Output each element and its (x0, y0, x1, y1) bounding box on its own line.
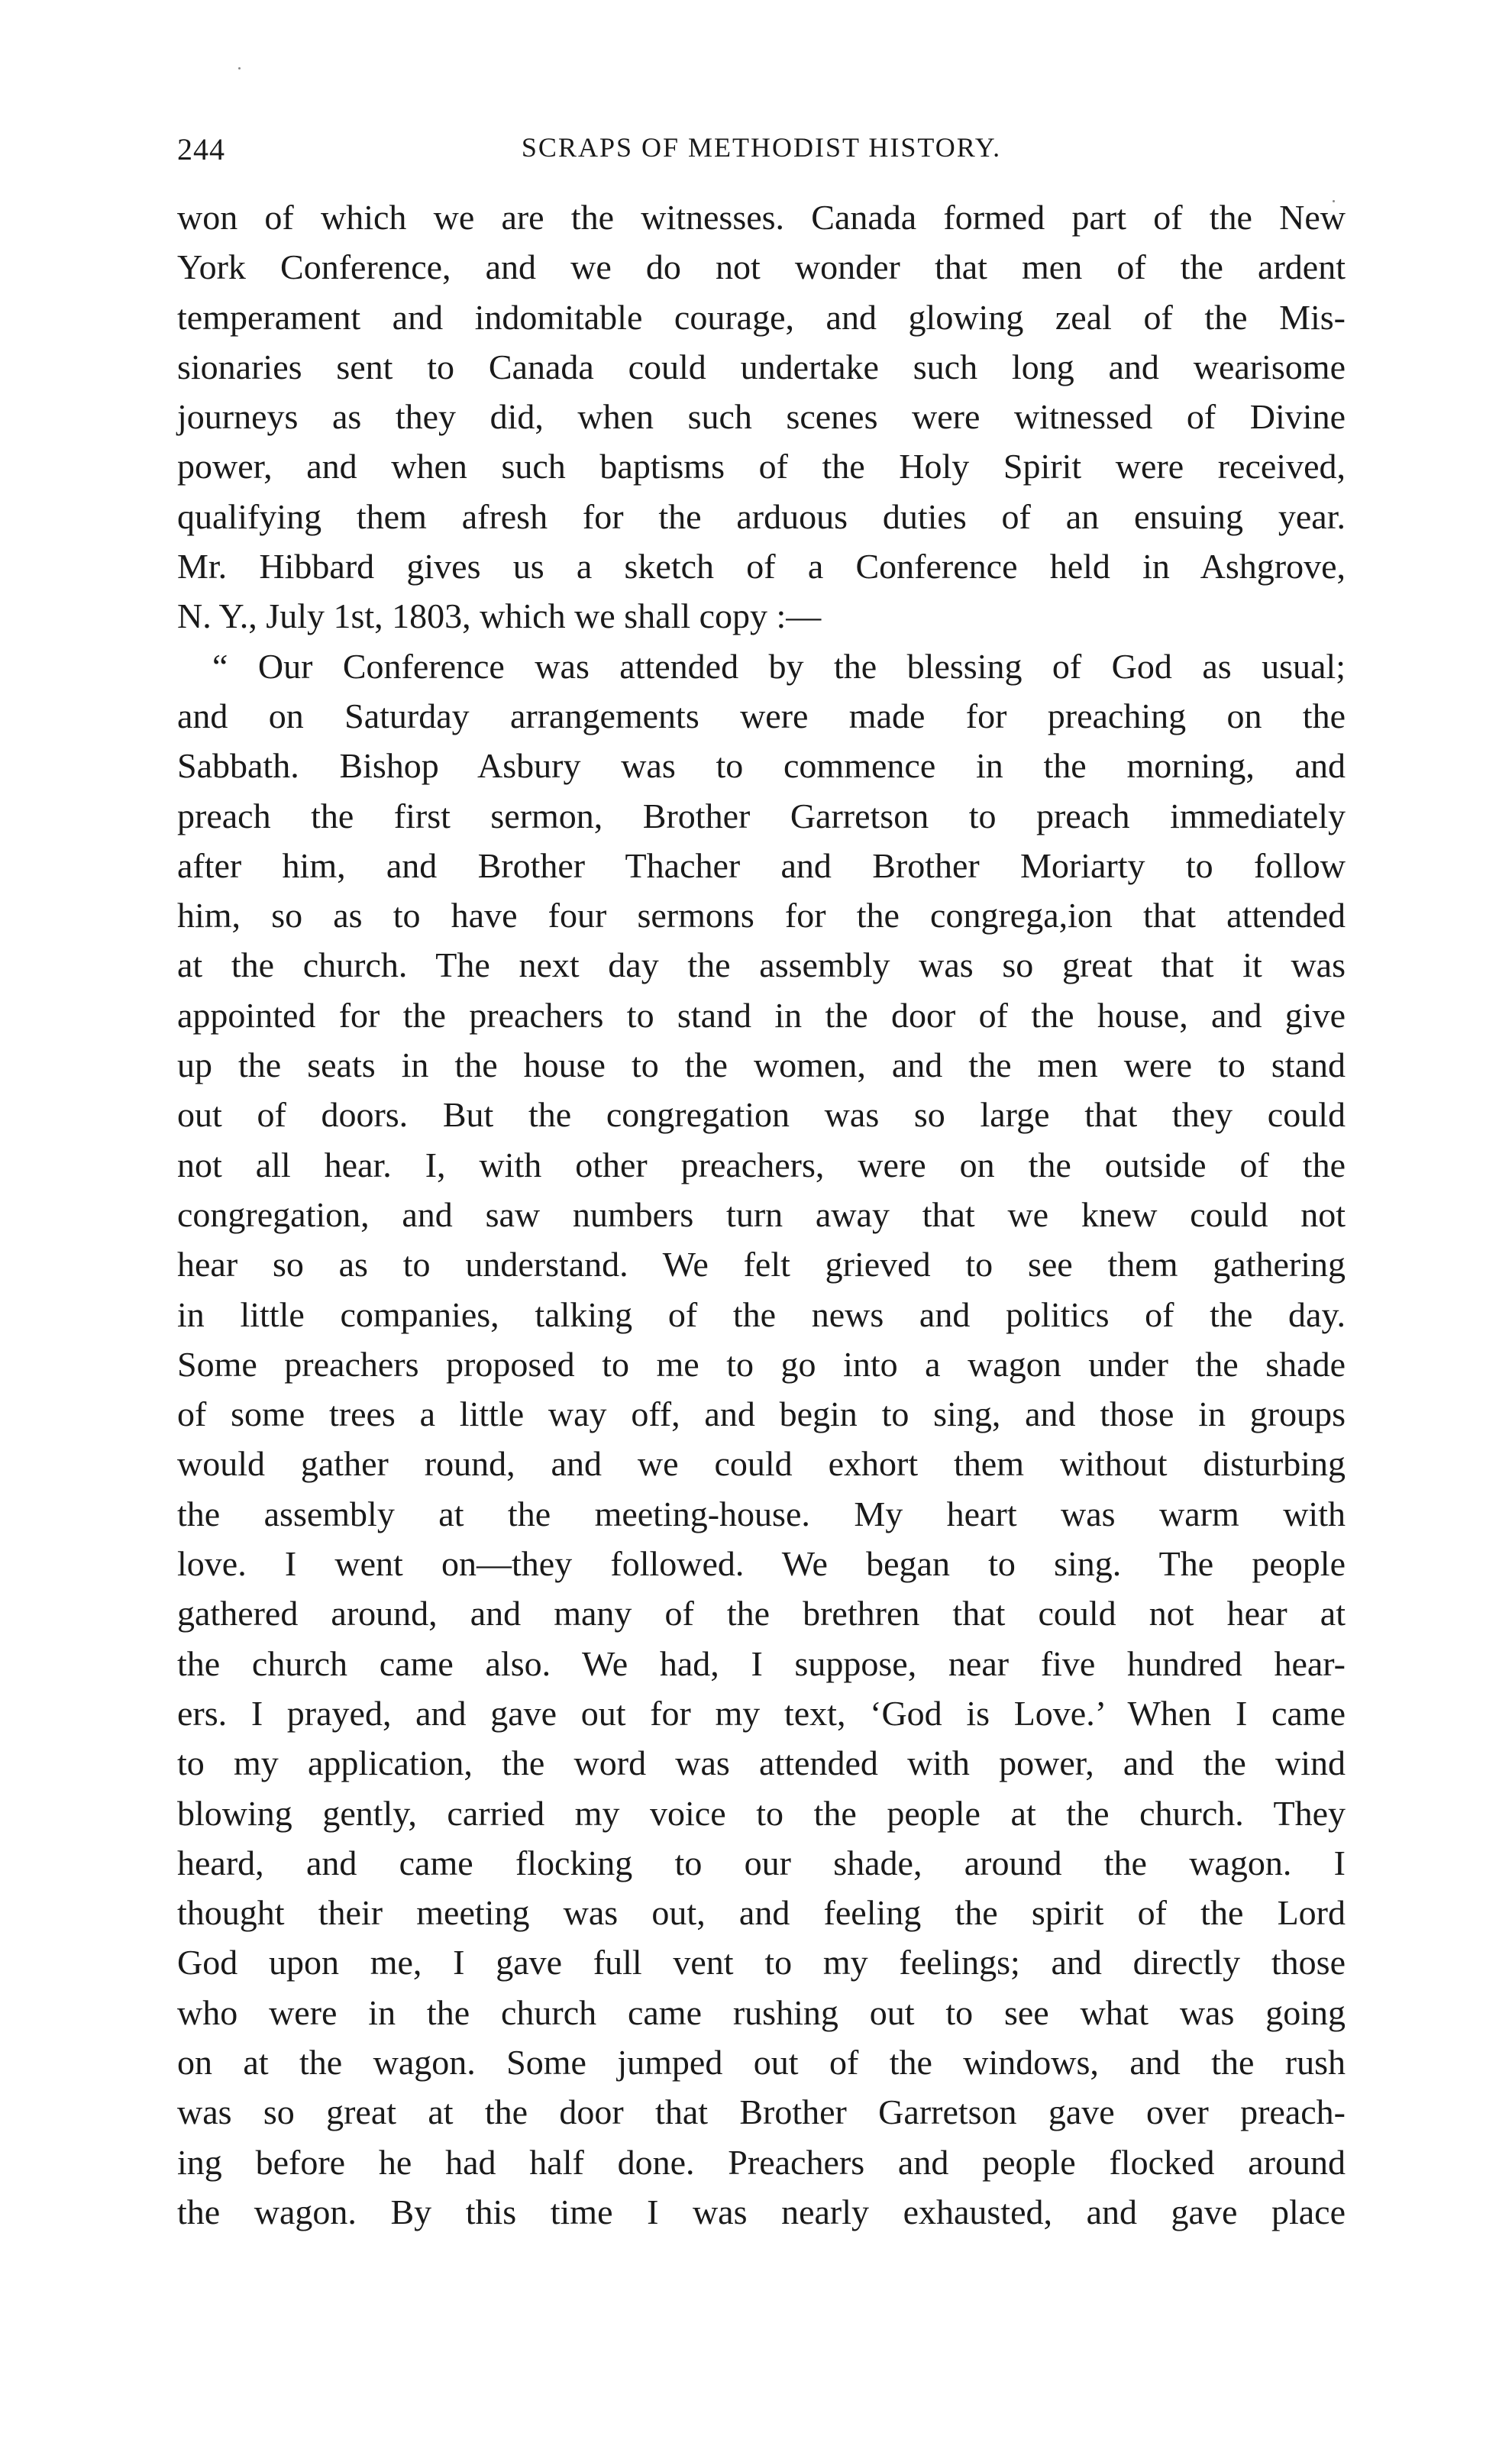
text-line: of some trees a little way off, and begin to sing, and those in groups (177, 1394, 1346, 1434)
text-line: hear so as to understand. We felt grieved to see them gathering (177, 1245, 1346, 1284)
text-line: Some preachers proposed to me to go into a wagon under the shade (177, 1344, 1346, 1384)
text-line: after him, and Brother Thacher and Brother Moriarty to follow (177, 845, 1346, 885)
text-line: heard, and came flocking to our shade, around the wagon. I (177, 1843, 1346, 1882)
text-line: ing before he had half done. Preachers and people flocked around (177, 2142, 1346, 2182)
text-line: up the seats in the house to the women, and the men were to stand (177, 1045, 1346, 1085)
text-line: congregation, and saw numbers turn away that we knew could not (177, 1194, 1346, 1234)
text-line: sionaries sent to Canada could undertake such long and wearisome (177, 347, 1346, 386)
text-line: and on Saturday arrangements were made for preaching on the (177, 696, 1346, 735)
text-line: at the church. The next day the assembly was so great that it was (177, 945, 1346, 985)
paper-speck (238, 67, 241, 69)
text-line: “ Our Conference was attended by the blessing of God as usual; (212, 646, 1346, 686)
text-line: on at the wagon. Some jumped out of the windows, and the rush (177, 2042, 1346, 2082)
text-line: preach the first sermon, Brother Garretson to preach immediately (177, 796, 1346, 835)
text-line: the wagon. By this time I was nearly exhausted, and gave place (177, 2192, 1346, 2231)
text-line: power, and when such baptisms of the Holy Spirit were received, (177, 447, 1346, 486)
text-line: appointed for the preachers to stand in the door of the house, and give (177, 995, 1346, 1035)
text-line: to my application, the word was attended with power, and the wind (177, 1743, 1346, 1783)
text-line: would gather round, and we could exhort them without disturbing (177, 1444, 1346, 1484)
text-line: temperament and indomitable courage, and glowing zeal of the Mis- (177, 297, 1346, 337)
text-line: Sabbath. Bishop Asbury was to commence in the morning, and (177, 746, 1346, 786)
text-line: the assembly at the meeting-house. My heart was warm with (177, 1494, 1346, 1533)
text-line: out of doors. But the congregation was so large that they could (177, 1095, 1346, 1135)
text-line: not all hear. I, with other preachers, were on the outside of the (177, 1145, 1346, 1184)
text-line: qualifying them afresh for the arduous duties of an ensuing year. (177, 496, 1346, 536)
page-number: 244 (177, 132, 225, 166)
text-line: Mr. Hibbard gives us a sketch of a Conference held in Ashgrove, (177, 547, 1346, 586)
text-line: was so great at the door that Brother Garretson gave over preach- (177, 2092, 1346, 2132)
text-line: in little companies, talking of the news and politics of the day. (177, 1294, 1346, 1334)
page-header (177, 131, 1346, 185)
text-line: him, so as to have four sermons for the congrega,ion that attended (177, 896, 1346, 935)
text-line: God upon me, I gave full vent to my feelings; and directly those (177, 1943, 1346, 1982)
body-text (177, 192, 1346, 2237)
text-line: gathered around, and many of the brethren that could not hear at (177, 1594, 1346, 1633)
text-line: love. I went on—they followed. We began to sing. The people (177, 1544, 1346, 1584)
text-line: the church came also. We had, I suppose, near five hundred hear- (177, 1643, 1346, 1683)
text-line: thought their meeting was out, and feeling the spirit of the Lord (177, 1893, 1346, 1933)
running-title: SCRAPS OF METHODIST HISTORY. (521, 132, 1002, 163)
text-line: N. Y., July 1st, 1803, which we shall copy :— (177, 596, 822, 636)
text-line: blowing gently, carried my voice to the people at the church. They (177, 1793, 1346, 1833)
text-line: journeys as they did, when such scenes were witnessed of Divine (177, 397, 1346, 437)
text-line: York Conference, and we do not wonder that men of the ardent (177, 247, 1346, 287)
text-line: ers. I prayed, and gave out for my text, ‘God is Love.’ When I came (177, 1693, 1346, 1733)
text-line: won of which we are the witnesses. Canada formed part of the New (177, 198, 1346, 237)
text-line: who were in the church came rushing out to see what was going (177, 1992, 1346, 2032)
